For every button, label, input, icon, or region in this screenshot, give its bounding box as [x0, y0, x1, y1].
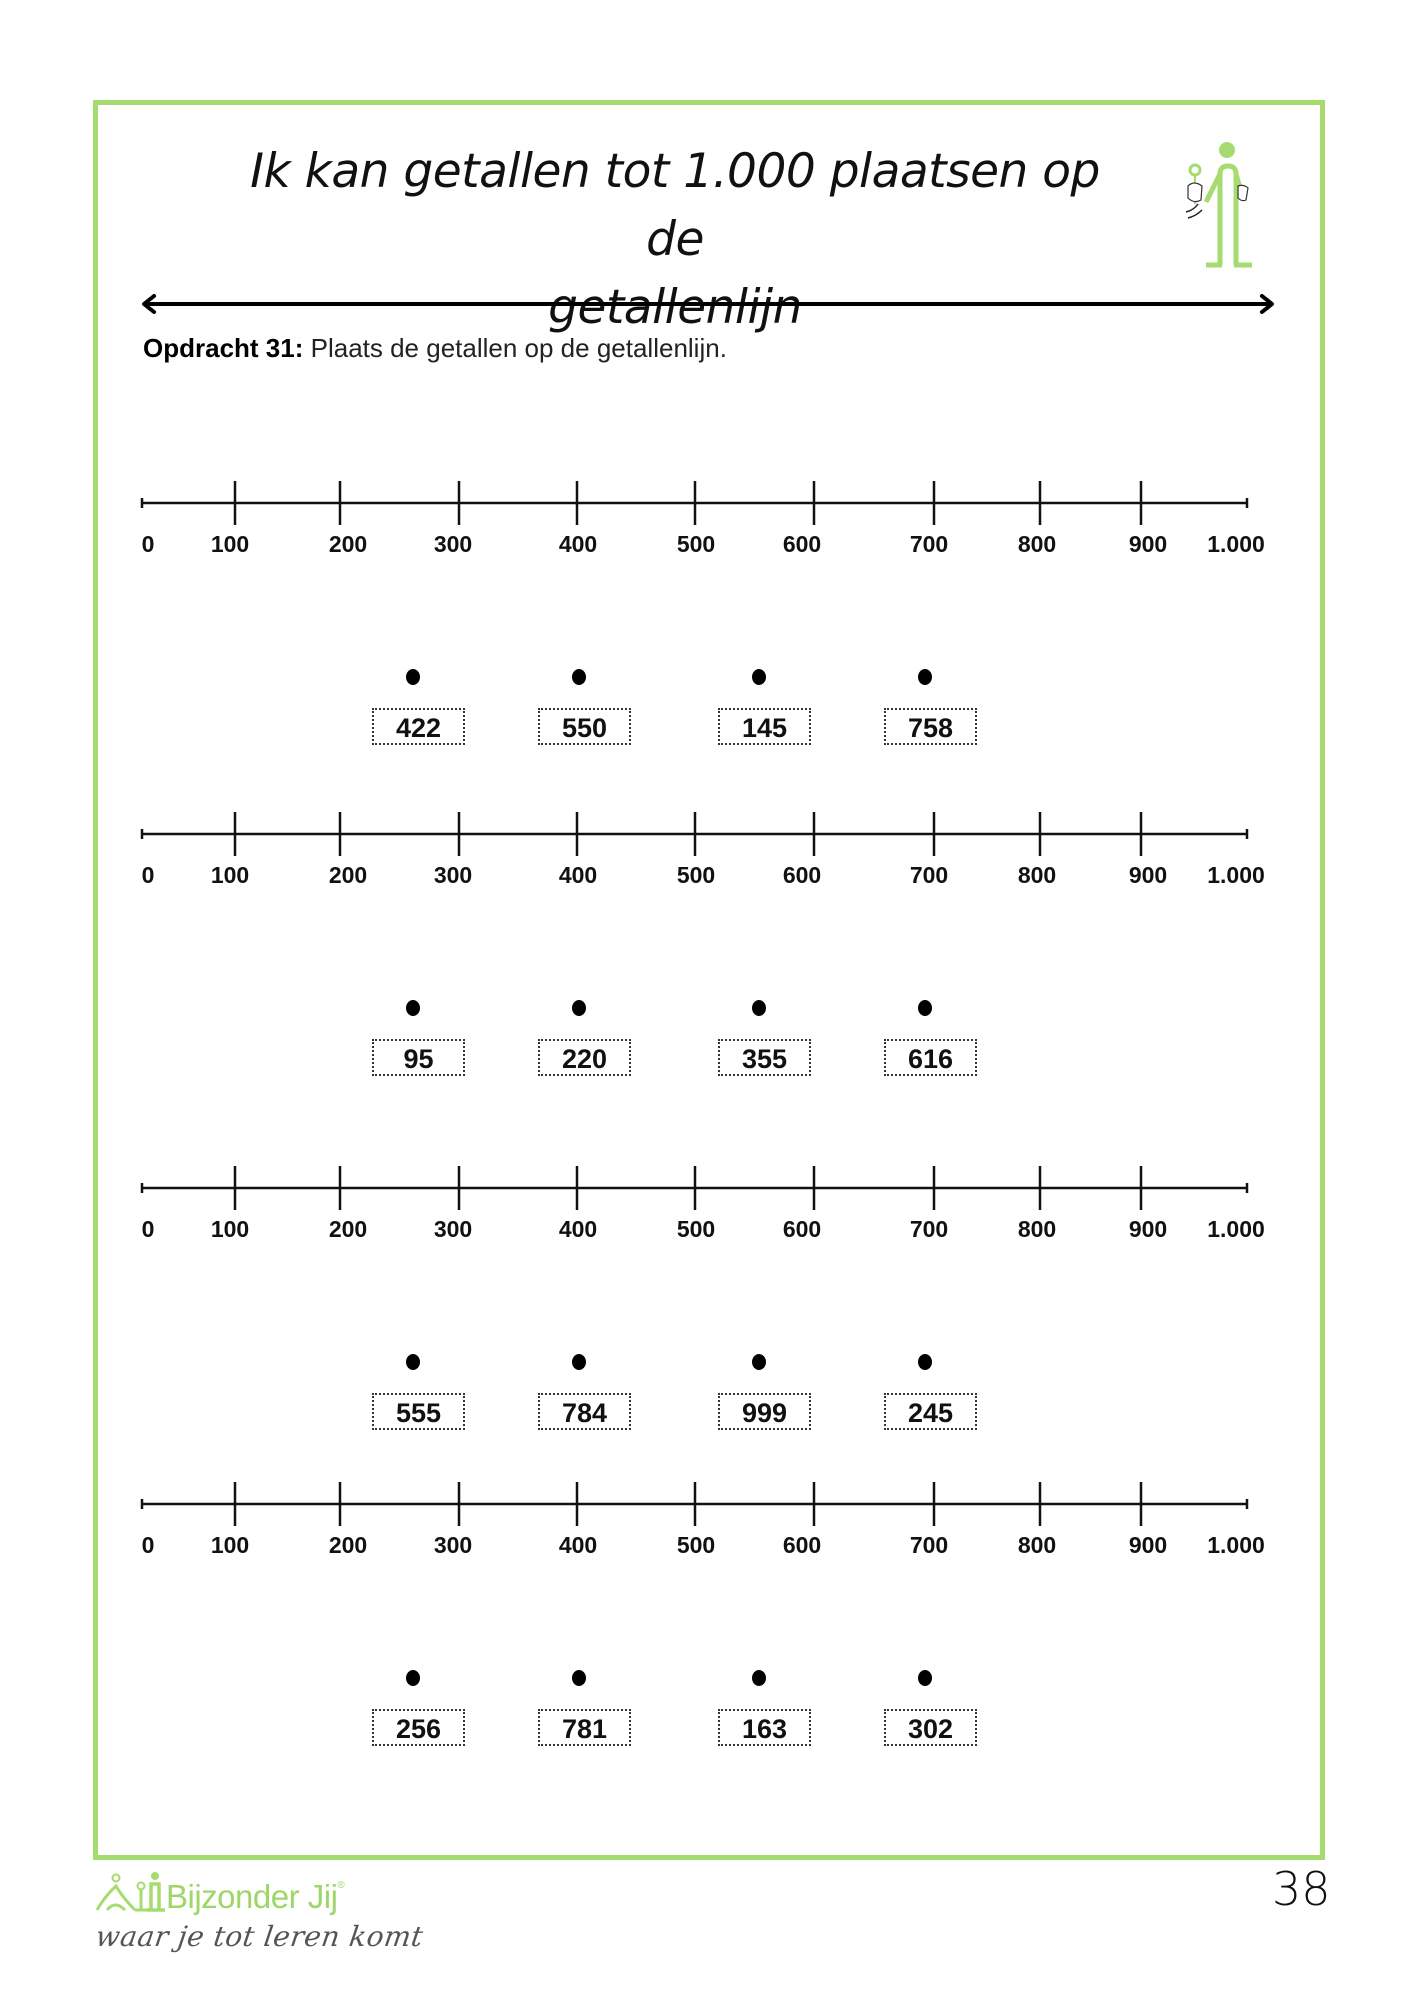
brand-name: [166, 1878, 344, 1916]
tick-label: 500: [676, 1532, 716, 1558]
point-marker[interactable]: [406, 1000, 420, 1016]
number-line: [142, 812, 1247, 856]
number-line: [142, 1166, 1247, 1210]
number-card[interactable]: 245: [884, 1393, 977, 1430]
tick-label: 1.000: [1207, 1216, 1265, 1242]
number-card[interactable]: 95: [372, 1039, 465, 1076]
tick-label: 300: [433, 531, 473, 557]
tick-label: 300: [433, 1216, 473, 1242]
point-marker[interactable]: [918, 1354, 932, 1370]
tick-label: 400: [558, 1532, 598, 1558]
number-line: [142, 1482, 1247, 1526]
number-card[interactable]: 220: [538, 1039, 631, 1076]
number-card[interactable]: 616: [884, 1039, 977, 1076]
registered-mark: ®: [337, 1880, 345, 1891]
tick-label: 700: [909, 862, 949, 888]
tick-label: 700: [909, 531, 949, 557]
point-marker[interactable]: [918, 1670, 932, 1686]
point-marker[interactable]: [572, 1354, 586, 1370]
point-marker[interactable]: [918, 669, 932, 685]
tick-label: 900: [1128, 531, 1168, 557]
tick-label: 1.000: [1207, 1532, 1265, 1558]
tick-label: 900: [1128, 1532, 1168, 1558]
tick-label: 700: [909, 1216, 949, 1242]
tick-label: 500: [676, 1216, 716, 1242]
number-card[interactable]: 256: [372, 1709, 465, 1746]
tick-label: 300: [433, 862, 473, 888]
number-card[interactable]: 555: [372, 1393, 465, 1430]
number-card[interactable]: 758: [884, 708, 977, 745]
tick-label: 100: [210, 1216, 250, 1242]
instruction-label: Opdracht 31:: [143, 333, 304, 363]
tick-label: 800: [1017, 1216, 1057, 1242]
tick-label: 300: [433, 1532, 473, 1558]
tick-label: 200: [328, 1532, 368, 1558]
tick-label: 100: [210, 862, 250, 888]
tick-label: 700: [909, 1532, 949, 1558]
tick-label: 0: [141, 531, 155, 557]
point-marker[interactable]: [572, 1000, 586, 1016]
title-line-2: getallenlijn: [548, 280, 802, 335]
point-marker[interactable]: [918, 1000, 932, 1016]
number-card[interactable]: 781: [538, 1709, 631, 1746]
tick-label: 400: [558, 1216, 598, 1242]
tick-label: 600: [782, 1532, 822, 1558]
point-marker[interactable]: [752, 1670, 766, 1686]
brand-tagline: waar je tot leren komt: [93, 1920, 426, 1953]
number-card[interactable]: 163: [718, 1709, 811, 1746]
page-number: 38: [1272, 1862, 1331, 1916]
number-card[interactable]: 550: [538, 708, 631, 745]
tick-label: 900: [1128, 1216, 1168, 1242]
tick-label: 400: [558, 862, 598, 888]
tick-label: 500: [676, 531, 716, 557]
number-card[interactable]: 302: [884, 1709, 977, 1746]
title-line-1: Ik kan getallen tot 1.000 plaatsen op de: [250, 144, 1100, 267]
number-card[interactable]: 145: [718, 708, 811, 745]
tick-label: 600: [782, 531, 822, 557]
brand-text: Bijzonder Jij: [166, 1878, 338, 1915]
point-marker[interactable]: [406, 669, 420, 685]
instruction-text: Plaats de getallen op de getallenlijn.: [310, 333, 727, 363]
number-card[interactable]: 784: [538, 1393, 631, 1430]
tick-label: 100: [210, 1532, 250, 1558]
point-marker[interactable]: [406, 1354, 420, 1370]
point-marker[interactable]: [752, 669, 766, 685]
tick-label: 0: [141, 1216, 155, 1242]
tick-label: 0: [141, 1532, 155, 1558]
tick-label: 0: [141, 862, 155, 888]
tick-label: 1.000: [1207, 862, 1265, 888]
tick-label: 100: [210, 531, 250, 557]
tick-label: 200: [328, 862, 368, 888]
tick-label: 600: [782, 862, 822, 888]
point-marker[interactable]: [572, 669, 586, 685]
number-card[interactable]: 422: [372, 708, 465, 745]
point-marker[interactable]: [752, 1354, 766, 1370]
tick-label: 200: [328, 531, 368, 557]
tick-label: 800: [1017, 531, 1057, 557]
point-marker[interactable]: [572, 1670, 586, 1686]
tick-label: 500: [676, 862, 716, 888]
number-card[interactable]: 999: [718, 1393, 811, 1430]
number-card[interactable]: 355: [718, 1039, 811, 1076]
number-line: [142, 481, 1247, 525]
tick-label: 600: [782, 1216, 822, 1242]
tick-label: 1.000: [1207, 531, 1265, 557]
tick-label: 400: [558, 531, 598, 557]
tick-label: 900: [1128, 862, 1168, 888]
point-marker[interactable]: [406, 1670, 420, 1686]
point-marker[interactable]: [752, 1000, 766, 1016]
tick-label: 200: [328, 1216, 368, 1242]
tick-label: 800: [1017, 862, 1057, 888]
tick-label: 800: [1017, 1532, 1057, 1558]
